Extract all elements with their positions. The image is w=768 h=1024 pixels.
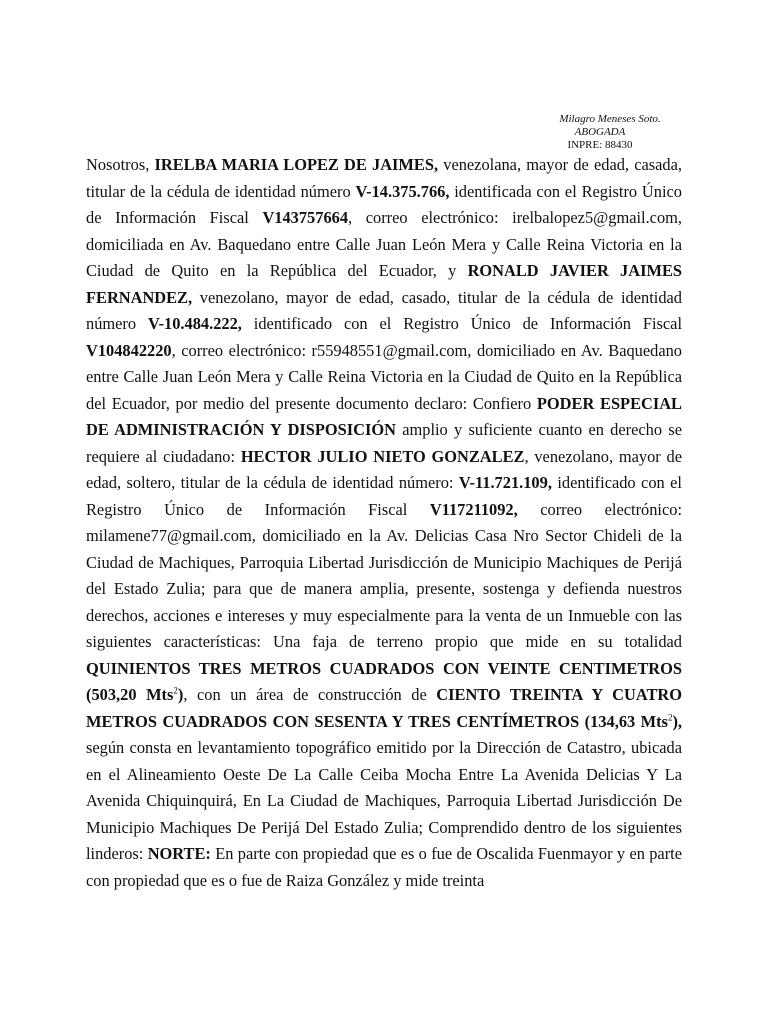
text-span: identificada con el Registro Único de Información Fiscal [86, 181, 682, 227]
grantor-2-rif: V104842220 [86, 340, 172, 360]
attorney-title: ABOGADA [574, 126, 626, 138]
power-of-attorney-paragraph [86, 152, 682, 894]
grantor-1-id: V-14.375.766, [355, 181, 450, 201]
land-area-close: ) [177, 685, 184, 704]
document-body [86, 152, 682, 894]
grantor-2-name: RONALD JAVIER JAIMES FERNANDEZ, [86, 261, 682, 307]
construction-area: CIENTO TREINTA Y CUATRO METROS CUADRADOS CON SESENTA Y TRES CENTÍMETROS (134,63 Mts [86, 685, 682, 731]
attorney-in-fact-rif: V117211092, [429, 499, 518, 519]
text-span: correo electrónico: milamene77@gmail.com, domiciliado en la Av. Delicias Casa Nro Sector Chideli de la Ciudad de Machiques, Parroquia Libertad Jurisdicción de Municipio Machiques de Perijá del Estado Zulia; para que de manera amplia, presente, sostenga y defienda nuestros derechos, acciones e intereses y muy especialmente para la venta de un Inmueble con las siguientes características: Una faja de terreno propio que mide en su totalidad [86, 499, 682, 651]
construction-area-close: ), [672, 711, 682, 731]
superscript-2: 2 [667, 712, 673, 723]
grantor-1-rif: V143757664 [262, 208, 349, 227]
attorney-inpre: INPRE: 88430 [567, 139, 633, 151]
text-span: , venezolano, mayor de edad, soltero, titular de la cédula de identidad número: [86, 446, 683, 492]
text-span: identificado con el Registro Único de Información Fiscal [86, 473, 682, 519]
grantor-2-id: V-10.484.222, [147, 314, 242, 333]
text-span: venezolana, mayor de edad, casada, titular de la cédula de identidad número [86, 155, 682, 201]
text-span: amplio y suficiente cuanto en derecho se requiere al ciudadano: [86, 420, 682, 466]
boundary-north-label: NORTE: [147, 844, 211, 863]
text-span: identificado con el Registro Único de Información Fiscal [241, 314, 682, 333]
attorney-header [530, 113, 670, 152]
attorney-in-fact-name: HECTOR JULIO NIETO GONZALEZ [240, 446, 525, 466]
text-span: En parte con propiedad que es o fue de Oscalida Fuenmayor y en parte con propiedad que es o fue de Raiza González y mide treinta [86, 844, 682, 890]
power-type: PODER ESPECIAL DE ADMINISTRACIÓN Y DISPOSICIÓN [86, 393, 682, 439]
text-span: , correo electrónico: r55948551@gmail.com, domiciliado en Av. Baquedano entre Calle Juan León Mera y Calle Reina Victoria en la Ciudad de Quito en la República del Ecuador, por medio del presente documento declaro: Confiero [86, 340, 682, 413]
attorney-name: Milagro Meneses Soto. [559, 113, 661, 125]
text-span: Nosotros, [86, 155, 155, 174]
attorney-in-fact-id: V-11.721.109, [458, 473, 552, 492]
text-span: según consta en levantamiento topográfico emitido por la Dirección de Catastro, ubicada en el Alineamiento Oeste De La Calle Ceiba Mocha Entre La Avenida Delicias Y La Avenida Chiquinquirá, En La Ciudad de Machiques, Parroquia Libertad Jurisdicción De Municipio Machiques De Perijá Del Estado Zulia; Comprendido dentro de los siguientes linderos: [86, 738, 682, 863]
superscript-2: 2 [173, 685, 178, 696]
text-span: , con un área de construcción de [183, 685, 437, 704]
text-span: , correo electrónico: irelbalopez5@gmail.com, domiciliada en Av. Baquedano entre Calle Juan León Mera y Calle Reina Victoria en la Ciudad de Quito en la República del Ecuador, y [86, 208, 682, 280]
text-span: venezolano, mayor de edad, casado, titular de la cédula de identidad número [86, 287, 682, 333]
land-area: QUINIENTOS TRES METROS CUADRADOS CON VEINTE CENTIMETROS (503,20 Mts [86, 658, 682, 704]
grantor-1-name: IRELBA MARIA LOPEZ DE JAIMES, [154, 155, 439, 174]
